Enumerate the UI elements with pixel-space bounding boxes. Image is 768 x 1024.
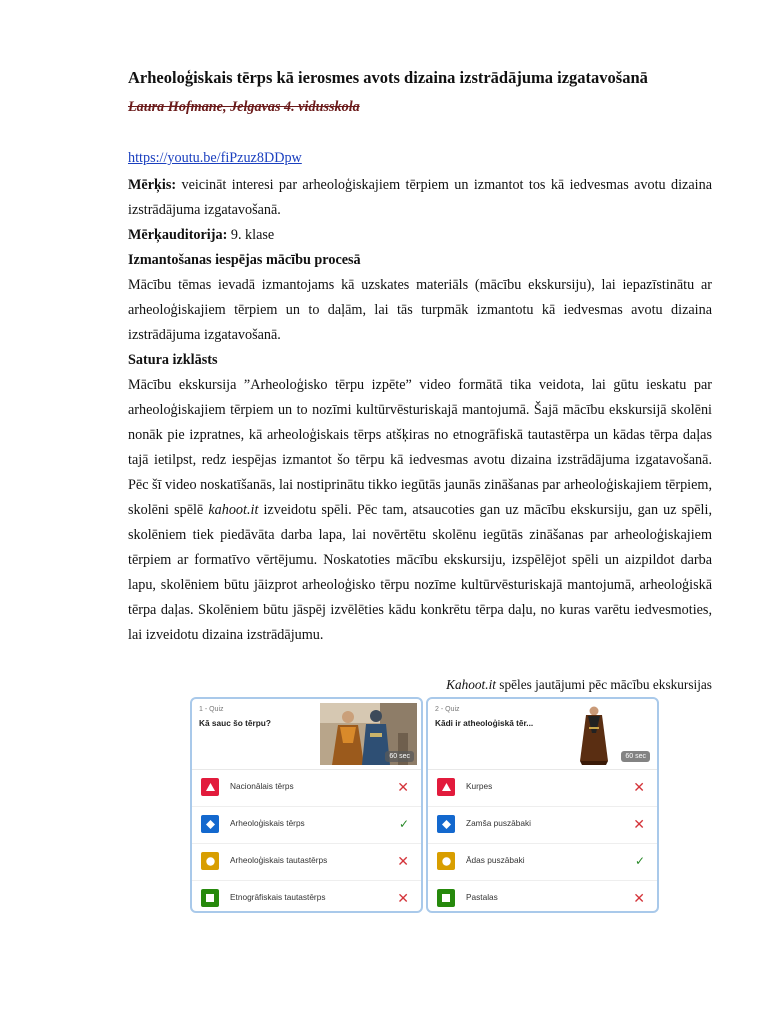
circle-icon bbox=[201, 852, 219, 870]
diamond-icon bbox=[201, 815, 219, 833]
author-line: Laura Hofmane, Jelgavas 4. vidusskola bbox=[128, 99, 360, 115]
caption-italic: Kahoot.it bbox=[446, 677, 496, 692]
goal-label: Mērķis: bbox=[128, 177, 177, 193]
figure-caption bbox=[446, 677, 712, 693]
answer-text: Pastalas bbox=[466, 892, 498, 902]
kahoot-mention: kahoot.it bbox=[208, 502, 259, 518]
quiz-label: 2 - Quiz bbox=[435, 706, 460, 713]
cross-icon: ✕ bbox=[633, 779, 645, 795]
cross-icon: ✕ bbox=[397, 779, 409, 795]
answer-text: Arheoloģiskais tērps bbox=[230, 818, 305, 828]
cross-icon: ✕ bbox=[633, 816, 645, 832]
check-icon: ✓ bbox=[398, 817, 409, 831]
cross-icon: ✕ bbox=[633, 890, 645, 906]
quiz-timer: 60 sec bbox=[621, 751, 650, 762]
quiz-card-1 bbox=[190, 697, 423, 913]
answer-option[interactable] bbox=[192, 880, 421, 913]
goal-paragraph bbox=[128, 173, 712, 223]
answer-text: Ādas puszābaki bbox=[466, 855, 525, 865]
answer-option[interactable] bbox=[192, 769, 421, 807]
document-title: Arheoloģiskais tērps kā ierosmes avots dizaina izstrādājuma izgatavošanā bbox=[128, 68, 648, 87]
quiz-image bbox=[320, 703, 417, 765]
quiz-label: 1 - Quiz bbox=[199, 706, 224, 713]
content-text-part1: Mācību ekskursija ”Arheoloģisko tērpu izpēte” video formātā tika veidota, lai gūtu ieskatu par arheoloģiskajiem tērpiem un to nozīmi kultūrvēsturiskajā mantojumā. Šajā mācību ekskursijā skolēni nonāk pie izpratnes, kā arheoloģiskais tērps atšķiras no etnogrāfiskā tautastērpa un kādas tērpa daļas tajā ietilpst, redz iespējas izmantot šo tērpu kā iedvesmas avotu dizaina izstrādājuma izgatavošanā. Pēc šī video noskatīšanās, lai nostiprinātu tikko iegūtās jaunās zināšanas par arheoloģiskajiem tērpiem, skolēni spēlē bbox=[128, 377, 712, 518]
circle-icon bbox=[437, 852, 455, 870]
usage-text: Mācību tēmas ievadā izmantojams kā uzskates materiāls (mācību ekskursiju), lai iepazīstinātu ar arheoloģiskajiem tērpiem un to daļām, lai tās turpmāk izmantotu kā iedvesmas avotu dizaina izstrādājuma izgatavošanā. bbox=[128, 277, 712, 343]
answer-option[interactable] bbox=[192, 806, 421, 844]
check-icon: ✓ bbox=[634, 854, 645, 868]
answer-option[interactable] bbox=[428, 806, 657, 844]
answer-option[interactable] bbox=[428, 769, 657, 807]
quiz-header bbox=[428, 699, 657, 770]
audience-label: Mērķauditorija: bbox=[128, 227, 228, 243]
answer-text: Zamša puszābaki bbox=[466, 818, 532, 828]
answer-text: Kurpes bbox=[466, 781, 493, 791]
content-text bbox=[128, 373, 712, 648]
quiz-timer: 60 sec bbox=[385, 751, 414, 762]
quiz-card-2 bbox=[426, 697, 659, 913]
quiz-image bbox=[556, 703, 653, 765]
quiz-question: Kā sauc šo tērpu? bbox=[199, 718, 271, 728]
square-icon bbox=[201, 889, 219, 907]
content-text-part2: izveidotu spēli. Pēc tam, atsaucoties gan uz mācību ekskursiju, gan uz spēli, skolēniem tiek piedāvāta darba lapa, lai novērtētu skolēnu iegūtās zināšanas par arheoloģiskajiem tērpiem ar formatīvo vērtējumu. Noskatoties mācību ekskursiju, izspēlējot spēli un aizpildot darba lapu, skolēniem būtu jāizprot arheoloģisko tērpu nozīme kultūrvēsturiskajā mantojumā, arheoloģiskā tērpa daļas. Skolēniem būtu jāspēj izvēlēties kādu konkrētu tērpa daļu, no kuras varētu iedvesmoties, lai izveidotu dizaina izstrādājumu. bbox=[128, 502, 712, 643]
goal-text: veicināt interesi par arheoloģiskajiem tērpiem un izmantot tos kā iedvesmas avotu dizaina izstrādājuma izgatavošanā. bbox=[128, 177, 712, 218]
cross-icon: ✕ bbox=[397, 853, 409, 869]
diamond-icon bbox=[437, 815, 455, 833]
answer-option[interactable] bbox=[428, 880, 657, 913]
answer-text: Nacionālais tērps bbox=[230, 781, 294, 791]
quiz-question: Kādi ir atheoloģiskā tēr... bbox=[435, 718, 534, 728]
audience-paragraph bbox=[128, 223, 712, 248]
answer-option[interactable] bbox=[428, 843, 657, 881]
usage-heading: Izmantošanas iespējas mācību procesā bbox=[128, 252, 361, 268]
triangle-icon bbox=[437, 778, 455, 796]
content-heading: Satura izklāsts bbox=[128, 352, 218, 368]
caption-text: spēles jautājumi pēc mācību ekskursijas bbox=[495, 677, 712, 692]
cross-icon: ✕ bbox=[397, 890, 409, 906]
audience-text: 9. klase bbox=[227, 227, 275, 243]
answer-text: Arheoloģiskais tautastērps bbox=[230, 855, 328, 865]
answer-option[interactable] bbox=[192, 843, 421, 881]
youtube-link[interactable]: https://youtu.be/fiPzuz8DDpw bbox=[128, 150, 302, 166]
answer-text: Etnogrāfiskais tautastērps bbox=[230, 892, 326, 902]
triangle-icon bbox=[201, 778, 219, 796]
quiz-header bbox=[192, 699, 421, 770]
square-icon bbox=[437, 889, 455, 907]
